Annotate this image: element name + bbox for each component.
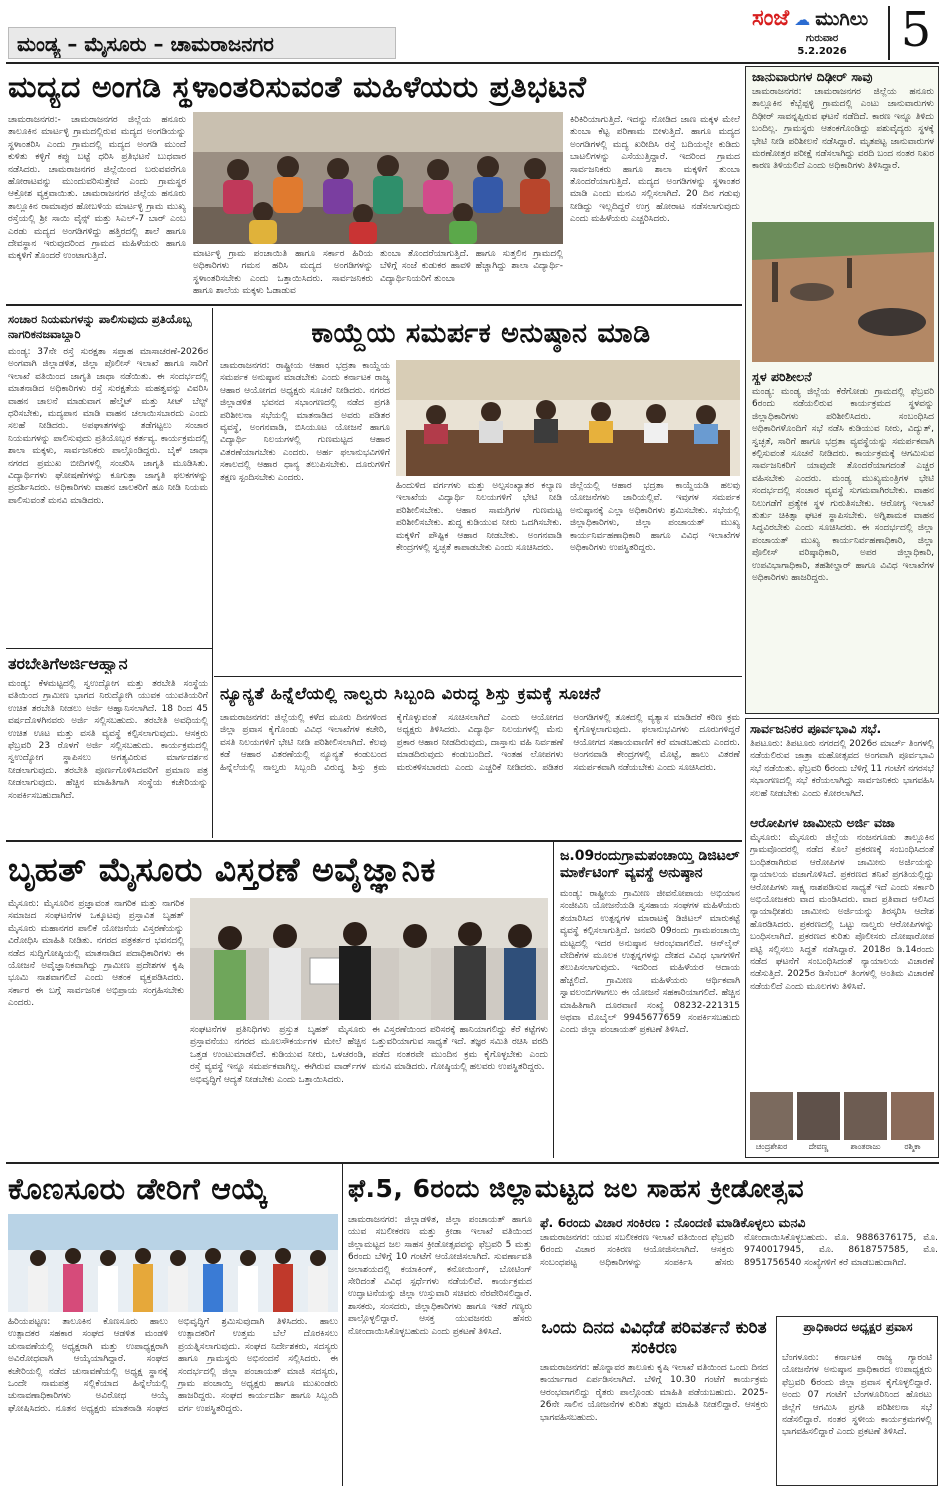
bruhat-headline: ಬೃಹತ್ ಮೈಸೂರು ವಿಸ್ತರಣೆ ಅವೈಜ್ಞಾನಿಕ [8, 850, 436, 889]
bruhat-col-3: ಈ ವಿಸ್ತರಣೆಯಿಂದ ಪರಿಸರಕ್ಕೆ ಹಾನಿಯಾಗಲಿದ್ದು ಕೆರೆ ಕಟ್ಟೆಗಳು ಒತ್ತುವರಿಯಾಗುವ ಸಾಧ್ಯತೆ ಇದೆ. ತಜ್ಞರ ಸಮಿತಿ ರಚಿಸಿ ವರದಿ ಪಡೆದ ನಂತರವೇ ಮುಂದಿನ ಕ್ರಮ ಕೈಗೊಳ್ಳಬೇಕು ಎಂದು ಮನವಿ ಮಾಡಿದರು. ಗೋಷ್ಠಿಯಲ್ಲಿ ಹಲವರು ಉಪಸ್ಥಿತರಿದ್ದರು. [372, 1025, 548, 1073]
training-body: ಮಂಡ್ಯ: ಕೆಳಮಟ್ಟದಲ್ಲಿ ಸ್ವಉದ್ಯೋಗ ಮತ್ತು ತರಬೇತಿ ಸಂಸ್ಥೆಯ ವತಿಯಿಂದ ಗ್ರಾಮೀಣ ಭಾಗದ ನಿರುದ್ಯೋಗಿ ಯುವಕ ಯುವತಿಯರಿಗೆ ಉಚಿತ ತರಬೇತಿ ನೀಡಲು ಅರ್ಜಿ ಆಹ್ವಾನಿಸಲಾಗಿದೆ. 18 ರಿಂದ 45 ವರ್ಷದೊಳಗಿನವರು ಅರ್ಜಿ ಸಲ್ಲಿಸಬಹುದು. ತರಬೇತಿ ಅವಧಿಯಲ್ಲಿ ಉಚಿತ ಊಟ ಮತ್ತು ವಸತಿ ವ್ಯವಸ್ಥೆ ಕಲ್ಪಿಸಲಾಗುವುದು. ಆಸಕ್ತರು ಫೆಬ್ರವರಿ 23 ರೊಳಗೆ ಅರ್ಜಿ ಸಲ್ಲಿಸಬಹುದು. ಕಾರ್ಯಕ್ರಮದಲ್ಲಿ ಸ್ವಉದ್ಯೋಗ ಸ್ಥಾಪಿಸಲು ಅಗತ್ಯವಿರುವ ಮಾರ್ಗದರ್ಶನ ನೀಡಲಾಗುವುದು. ತರಬೇತಿ ಪೂರ್ಣಗೊಳಿಸಿದವರಿಗೆ ಪ್ರಮಾಣ ಪತ್ರ ನೀಡಲಾಗುವುದು. ಹೆಚ್ಚಿನ ಮಾಹಿತಿಗಾಗಿ ಸಂಸ್ಥೆಯ ಕಚೇರಿಯನ್ನು ಸಂಪರ್ಕಿಸಬಹುದಾಗಿದೆ. [8, 679, 208, 801]
digital-title: ಜ.09ರಂದುಗ್ರಾಮಪಂಚಾಯ್ತಿ ಡಿಜಿಟಲ್ ಮಾರ್ಕೆಟಿಂಗ್ ವ್ಯವಸ್ಥೆ ಅನುಷ್ಠಾನ [560, 848, 740, 881]
lead-col-2: ಮಾರ್ಟಳ್ಳಿ ಗ್ರಾಮ ಪಂಚಾಯಿತಿ ಹಾಗೂ ಸರ್ಕಾರ ಹಿರಿಯ ಅಧಿಕಾರಿಗಳು ಗಮನ ಹರಿಸಿ ಮದ್ಯದ ಅಂಗಡಿಗಳನ್ನು ಸ್ಥಳಾಂತರಿಸಬೇಕು ಎಂದು ಒತ್ತಾಯಿಸಿದರು. ಸಾರ್ವಜನಿಕರು ಹಾಗೂ ಶಾಲೆಯ ಮಕ್ಕಳು ಓಡಾಡುವ [193, 249, 373, 297]
bruhat-col-2: ಸಂಘಟನೆಗಳ ಪ್ರತಿನಿಧಿಗಳು ಪ್ರಸ್ತುತ ಬೃಹತ್ ಮೈಸೂರು ಪ್ರಸ್ತಾವನೆಯು ನಗರದ ಮೂಲಸೌಕರ್ಯಗಳ ಮೇಲೆ ಹೆಚ್ಚಿನ ಒತ್ತಡ ಉಂಟುಮಾಡಲಿದೆ. ಕುಡಿಯುವ ನೀರು, ಒಳಚರಂಡಿ, ರಸ್ತೆ ವ್ಯವಸ್ಥೆ ಇನ್ನೂ ಸಮರ್ಪಕವಾಗಿಲ್ಲ. ಈಗಿರುವ ವಾರ್ಡ್‌ಗಳ ಅಭಿವೃದ್ಧಿಗೆ ಆದ್ಯತೆ ನೀಡಬೇಕು ಎಂದು ಒತ್ತಾಯಿಸಿದರು. [190, 1025, 366, 1085]
accused-name: ಶಾಂತರಾಜು [850, 1142, 881, 1151]
nyunate-body: ಚಾಮರಾಜನಗರ: ಜಿಲ್ಲೆಯಲ್ಲಿ ಕಳೆದ ಮೂರು ದಿನಗಳಿಂದ ಜಿಲ್ಲಾ ಪ್ರವಾಸ ಕೈಗೊಂಡು ವಿವಿಧ ಇಲಾಖೆಗಳ ಕಚೇರಿ, ವಸತಿ ನಿಲಯಗಳಿಗೆ ಭೇಟಿ ನೀಡಿ ಪರಿಶೀಲಿಸಲಾಗಿದೆ. ಕೆಲವು ಕಡೆ ಆಹಾರ ವಿತರಣೆಯಲ್ಲಿ ನ್ಯೂನ್ಯತೆ ಕಂಡುಬಂದ ಹಿನ್ನೆಲೆಯಲ್ಲಿ ನಾಲ್ವರು ಸಿಬ್ಬಂದಿ ವಿರುದ್ಧ ಶಿಸ್ತು ಕ್ರಮ ಕೈಗೊಳ್ಳುವಂತೆ ಸೂಚಿಸಲಾಗಿದೆ ಎಂದು ಆಯೋಗದ ಅಧ್ಯಕ್ಷರು ತಿಳಿಸಿದರು. ವಿದ್ಯಾರ್ಥಿ ನಿಲಯಗಳಲ್ಲಿ ಮೆನು ಪ್ರಕಾರ ಆಹಾರ ನೀಡದಿರುವುದು, ದಾಸ್ತಾನು ವಹಿ ನಿರ್ವಹಣೆ ಮಾಡದಿರುವುದು ಕಂಡುಬಂದಿದೆ. ಇಂತಹ ಲೋಪಗಳು ಮರುಕಳಿಸಬಾರದು ಎಂದು ಎಚ್ಚರಿಕೆ ನೀಡಿದರು. ಪಡಿತರ ಅಂಗಡಿಗಳಲ್ಲಿ ತೂಕದಲ್ಲಿ ವ್ಯತ್ಯಾಸ ಮಾಡಿದರೆ ಕಠಿಣ ಕ್ರಮ ಕೈಗೊಳ್ಳಲಾಗುವುದು. ಫಲಾನುಭವಿಗಳು ದೂರುಗಳಿದ್ದರೆ ಆಯೋಗದ ಸಹಾಯವಾಣಿಗೆ ಕರೆ ಮಾಡಬಹುದು ಎಂದರು. ಅಂಗನವಾಡಿ ಕೇಂದ್ರಗಳಲ್ಲಿ ಮೊಟ್ಟೆ, ಹಾಲು ವಿತರಣೆ ಸಮರ್ಪಕವಾಗಿ ನಡೆಯಬೇಕು ಎಂದು ಸೂಚಿಸಿದರು. [220, 713, 740, 773]
lead-photo [193, 112, 563, 244]
accused-photo [750, 1092, 793, 1140]
animals-title: ಜಾನುವಾರುಗಳ ದಿಢೀರ್ ಸಾವು [752, 69, 873, 84]
accused-name: ದೇವಣ್ಣ [808, 1142, 829, 1151]
bruhat-photo [190, 898, 548, 1020]
training-title: ತರಬೇತಿಗೆಅರ್ಜಿಆಹ್ವಾನ [8, 654, 128, 673]
konasuru-photo [8, 1214, 338, 1312]
konasuru-headline: ಕೊಣಸೂರು ಡೇರಿಗೆ ಆಯ್ಕೆ [8, 1172, 269, 1207]
animals-body-2: ಮಂಡ್ಯ: ಮಂಡ್ಯ ಜಿಲ್ಲೆಯ ಕೆರೆಗೋಡು ಗ್ರಾಮದಲ್ಲಿ ಫೆಬ್ರವರಿ 6ರಂದು ನಡೆಯಲಿರುವ ಕಾರ್ಯಕ್ರಮದ ಸ್ಥಳವನ್ನು ಜಿಲ್ಲಾಧಿಕಾರಿಗಳು ಪರಿಶೀಲಿಸಿದರು. ಸಂಬಂಧಿಸಿದ ಅಧಿಕಾರಿಗಳೊಂದಿಗೆ ಸಭೆ ನಡೆಸಿ ಕುಡಿಯುವ ನೀರು, ವಿದ್ಯುತ್, ಸ್ವಚ್ಛತೆ, ಸಾರಿಗೆ ಹಾಗೂ ಭದ್ರತಾ ವ್ಯವಸ್ಥೆಯನ್ನು ಸಮರ್ಪಕವಾಗಿ ಕಲ್ಪಿಸುವಂತೆ ಸೂಚನೆ ನೀಡಿದರು. ಕಾರ್ಯಕ್ರಮಕ್ಕೆ ಆಗಮಿಸುವ ಸಾರ್ವಜನಿಕರಿಗೆ ಯಾವುದೇ ತೊಂದರೆಯಾಗದಂತೆ ಎಚ್ಚರ ವಹಿಸಬೇಕು ಎಂದರು. ಮಂಡ್ಯ ಮುಖ್ಯಮಂತ್ರಿಗಳ ಭೇಟಿ ಸಂದರ್ಭದಲ್ಲಿ ಸಂಚಾರ ವ್ಯವಸ್ಥೆ ಸುಗಮವಾಗಿರಬೇಕು. ವಾಹನ ನಿಲುಗಡೆಗೆ ಪ್ರತ್ಯೇಕ ಸ್ಥಳ ಗುರುತಿಸಬೇಕು. ಆರೋಗ್ಯ ಇಲಾಖೆ ತುರ್ತು ಚಿಕಿತ್ಸಾ ಘಟಕ ಸ್ಥಾಪಿಸಬೇಕು. ಅಗ್ನಿಶಾಮಕ ವಾಹನ ಸಿದ್ಧವಿರಬೇಕು ಎಂದು ಸೂಚಿಸಿದರು. ಈ ಸಂದರ್ಭದಲ್ಲಿ ಜಿಲ್ಲಾ ಪಂಚಾಯತ್ ಮುಖ್ಯ ಕಾರ್ಯನಿರ್ವಹಣಾಧಿಕಾರಿ, ಜಿಲ್ಲಾ ಪೊಲೀಸ್ ವರಿಷ್ಠಾಧಿಕಾರಿ, ಅಪರ ಜಿಲ್ಲಾಧಿಕಾರಿ, ಉಪವಿಭಾಗಾಧಿಕಾರಿ, ತಹಶೀಲ್ದಾರ್ ಹಾಗೂ ವಿವಿಧ ಇಲಾಖೆಗಳ ಅಧಿಕಾರಿಗಳು ಹಾಜರಿದ್ದರು. [752, 387, 934, 584]
sabhe-title: ಸಾರ್ವಜನಿಕರ ಪೂರ್ವಭಾವಿ ಸಭೆ. [750, 721, 882, 736]
karyagara-col-2: ಹಿಂದುಳಿದ ವರ್ಗಗಳು ಮತ್ತು ಅಲ್ಪಸಂಖ್ಯಾತರ ಕಲ್ಯಾಣ ಇಲಾಖೆಯ ವಿದ್ಯಾರ್ಥಿ ನಿಲಯಗಳಿಗೆ ಭೇಟಿ ನೀಡಿ ಪರಿಶೀಲಿಸಬೇಕು. ಆಹಾರ ಸಾಮಗ್ರಿಗಳ ಗುಣಮಟ್ಟ ಪರಿಶೀಲಿಸಬೇಕು. ಶುದ್ಧ ಕುಡಿಯುವ ನೀರು ಒದಗಿಸಬೇಕು. ಮಕ್ಕಳಿಗೆ ಪೌಷ್ಟಿಕ ಆಹಾರ ನೀಡಬೇಕು. ಅಂಗನವಾಡಿ ಕೇಂದ್ರಗಳಲ್ಲಿ ಸ್ವಚ್ಛತೆ ಕಾಪಾಡಬೇಕು ಎಂದು ಸೂಚಿಸಿದರು. [396, 481, 562, 554]
konasuru-body: ಹಿರಿಯಪಟ್ಟಣ: ತಾಲೂಕಿನ ಕೊಣಸೂರು ಹಾಲು ಉತ್ಪಾದಕರ ಸಹಕಾರ ಸಂಘದ ಆಡಳಿತ ಮಂಡಳಿ ಚುನಾವಣೆಯಲ್ಲಿ ಅಧ್ಯಕ್ಷರಾಗಿ ಮತ್ತು ಉಪಾಧ್ಯಕ್ಷರಾಗಿ ಅವಿರೋಧವಾಗಿ ಆಯ್ಕೆಯಾಗಿದ್ದಾರೆ. ಸಂಘದ ಕಚೇರಿಯಲ್ಲಿ ನಡೆದ ಚುನಾವಣೆಯಲ್ಲಿ ಅಧ್ಯಕ್ಷ ಸ್ಥಾನಕ್ಕೆ ಒಂದೇ ನಾಮಪತ್ರ ಸಲ್ಲಿಕೆಯಾದ ಹಿನ್ನೆಲೆಯಲ್ಲಿ ಚುನಾವಣಾಧಿಕಾರಿಗಳು ಅವಿರೋಧ ಆಯ್ಕೆ ಘೋಷಿಸಿದರು. ನೂತನ ಅಧ್ಯಕ್ಷರು ಮಾತನಾಡಿ ಸಂಘದ ಅಭಿವೃದ್ಧಿಗೆ ಶ್ರಮಿಸುವುದಾಗಿ ತಿಳಿಸಿದರು. ಹಾಲು ಉತ್ಪಾದಕರಿಗೆ ಉತ್ತಮ ಬೆಲೆ ದೊರಕಿಸಲು ಪ್ರಯತ್ನಿಸಲಾಗುವುದು. ಸಂಘದ ನಿರ್ದೇಶಕರು, ಸದಸ್ಯರು ಹಾಗೂ ಗ್ರಾಮಸ್ಥರು ಅಭಿನಂದನೆ ಸಲ್ಲಿಸಿದರು. ಈ ಸಂದರ್ಭದಲ್ಲಿ ಜಿಲ್ಲಾ ಪಂಚಾಯತ್ ಮಾಜಿ ಸದಸ್ಯರು, ಗ್ರಾಮ ಪಂಚಾಯ್ತಿ ಅಧ್ಯಕ್ಷರು ಹಾಗೂ ಮುಖಂಡರು ಹಾಜರಿದ್ದರು. ಸಂಘದ ಕಾರ್ಯದರ್ಶಿ ಹಾಗೂ ಸಿಬ್ಬಂದಿ ವರ್ಗ ಉಪಸ್ಥಿತರಿದ್ದರು. [8, 1317, 338, 1414]
sankirana-title: ಒಂದು ದಿನದ ವಿವಿಧೆಡೆ ಪರಿವರ್ತನೆ ಕುರಿತ ಸಂಕಿರಣ [541, 1318, 767, 1358]
issue-day: ಗುರುವಾರ [805, 33, 839, 44]
section-banner [8, 27, 396, 59]
accused-photo [844, 1092, 887, 1140]
lead-col-3: ತುಂಬಾ ತೊಂದರೆಯಾಗುತ್ತಿದೆ. ಹಾಗೂ ಸುತ್ತಲಿನ ಗ್ರಾಮದಲ್ಲಿ ಬೆಳಿಗ್ಗೆ ಸಂಜೆ ಕುಡುಕರ ಹಾವಳಿ ಹೆಚ್ಚಾಗಿದ್ದು ಶಾಲಾ ವಿದ್ಯಾರ್ಥಿ-ವಿದ್ಯಾರ್ಥಿನಿಯರಿಗೆ ತುಂಬಾ [380, 249, 563, 284]
lead-headline: ಮದ್ಯದ ಅಂಗಡಿ ಸ್ಥಳಾಂತರಿಸುವಂತೆ ಮಹಿಳೆಯರು ಪ್ರತಿಭಟನೆ [8, 70, 587, 105]
jalasahasa-subhead: ಫೆ. 6ರಂದು ವಿಚಾರ ಸಂಕಿರಣ : ನೊಂದಣಿ ಮಾಡಿಕೊಳ್ಳಲು ಮನವಿ [540, 1215, 806, 1230]
lead-col-1: ಚಾಮರಾಜನಗರ:- ಚಾಮರಾಜನಗರ ಜಿಲ್ಲೆಯ ಹನೂರು ತಾಲೂಕಿನ ಮಾರ್ಟಳ್ಳಿ ಗ್ರಾಮದಲ್ಲಿರುವ ಮದ್ಯದ ಅಂಗಡಿಯನ್ನು ಸ್ಥಳಾಂತರಿಸಿ ಎಂದು ಗ್ರಾಮದಲ್ಲಿ ಮದ್ಯದ ಅಂಗಡಿ ಮುಂದೆ ಕುಳಿತು ಕಳ್ಳಿಗೆ ಕಪ್ಪು ಬಟ್ಟೆ ಧರಿಸಿ ಪ್ರತಿಭಟನೆ ಬುಧವಾರ ನಡೆಸಿದರು. ಚಾಮರಾಜನಗರ ಜಿಲ್ಲೆಯಿಂದ ಬರುವವರೆಗೂ ಹೋರಾಟವನ್ನು ಮುಂದುವರಿಸುತ್ತೇವೆ ಎಂದು ಗ್ರಾಮಸ್ಥರ ಆಕ್ರೋಶ ವ್ಯಕ್ತವಾಯಿತು. ಚಾಮರಾಜನಗರ ಜಿಲ್ಲೆಯ ಹನೂರು ತಾಲ್ಲೂಕಿನ ರಾಮಾಪುರ ಹೋಬಳಿಯ ಮಾರ್ಟಳ್ಳಿ ಗ್ರಾಮ ಮುಖ್ಯ ರಸ್ತೆಯಲ್ಲಿ ಶ್ರೀ ಸಾಯಿ ವೈನ್ಸ್ ಮತ್ತು ಸಿಎಲ್-7 ಬಾರ್ ಎಂಬ ಎರಡು ಮದ್ಯದ ಅಂಗಡಿಗಳಿದ್ದು ಹತ್ತಿರದಲ್ಲಿ ಶಾಲೆ ಹಾಗೂ ದೇವಸ್ಥಾನ ಇರುವುದರಿಂದ ಗ್ರಾಮದ ಮಹಿಳೆಯರು ಹಾಗೂ ಮಕ್ಕಳಿಗೆ ತೊಂದರೆ ಉಂಟಾಗುತ್ತಿದೆ. [8, 115, 186, 262]
accused-photo [891, 1092, 934, 1140]
animals-subhead: ಸ್ಥಳ ಪರಿಶೀಲನೆ [752, 369, 812, 384]
issue-date: 5.2.2026 [797, 46, 847, 57]
traffic-body: ಮಂಡ್ಯ: 37ನೇ ರಸ್ತೆ ಸುರಕ್ಷತಾ ಸಪ್ತಾಹ ಮಾಸಾಚರಣೆ-2026ರ ಅಂಗವಾಗಿ ಜಿಲ್ಲಾಡಳಿತ, ಜಿಲ್ಲಾ ಪೊಲೀಸ್ ಇಲಾಖೆ ಹಾಗೂ ಸಾರಿಗೆ ಇಲಾಖೆ ವತಿಯಿಂದ ಜಾಗೃತಿ ಜಾಥಾ ನಡೆಯಿತು. ಈ ಸಂದರ್ಭದಲ್ಲಿ ಮಾತನಾಡಿದ ಅಧಿಕಾರಿಗಳು ರಸ್ತೆ ಸುರಕ್ಷತೆಯ ಮಹತ್ವವನ್ನು ವಿವರಿಸಿ ವಾಹನ ಚಾಲನೆ ಮಾಡುವಾಗ ಹೆಲ್ಮೆಟ್ ಮತ್ತು ಸೀಟ್ ಬೆಲ್ಟ್ ಧರಿಸಬೇಕು, ಮದ್ಯಪಾನ ಮಾಡಿ ವಾಹನ ಚಲಾಯಿಸಬಾರದು ಎಂದು ಸಲಹೆ ನೀಡಿದರು. ಅಪಘಾತಗಳನ್ನು ತಡೆಗಟ್ಟಲು ಸಂಚಾರ ನಿಯಮಗಳನ್ನು ಪಾಲಿಸುವುದು ಪ್ರತಿಯೊಬ್ಬರ ಕರ್ತವ್ಯ. ಕಾರ್ಯಕ್ರಮದಲ್ಲಿ ಶಾಲಾ ಮಕ್ಕಳು, ಸಾರ್ವಜನಿಕರು ಪಾಲ್ಗೊಂಡಿದ್ದರು. ಬೈಕ್ ಜಾಥಾ ನಗರದ ಪ್ರಮುಖ ಬೀದಿಗಳಲ್ಲಿ ಸಂಚರಿಸಿ ಜಾಗೃತಿ ಮೂಡಿಸಿತು. ವಿದ್ಯಾರ್ಥಿಗಳು ಘೋಷಣೆಗಳನ್ನು ಕೂಗುತ್ತಾ ಜಾಗೃತಿ ಫಲಕಗಳನ್ನು ಪ್ರದರ್ಶಿಸಿದರು. ಅಧಿಕಾರಿಗಳು ವಾಹನ ಚಾಲಕರಿಗೆ ಹೂ ನೀಡಿ ನಿಯಮ ಪಾಲಿಸುವಂತೆ ಮನವಿ ಮಾಡಿದರು. [8, 347, 208, 506]
pradhikara-body: ಬೆಂಗಳೂರು: ಕರ್ನಾಟಕ ರಾಜ್ಯ ಗ್ಯಾರಂಟಿ ಯೋಜನೆಗಳ ಅನುಷ್ಠಾನ ಪ್ರಾಧಿಕಾರದ ಉಪಾಧ್ಯಕ್ಷರು ಫೆಬ್ರವರಿ 6ರಂದು ಜಿಲ್ಲಾ ಪ್ರವಾಸ ಕೈಗೊಳ್ಳಲಿದ್ದಾರೆ. ಅಂದು 07 ಗಂಟೆಗೆ ಬೆಂಗಳೂರಿನಿಂದ ಹೊರಟು ಜಿಲ್ಲೆಗೆ ಆಗಮಿಸಿ ಪ್ರಗತಿ ಪರಿಶೀಲನಾ ಸಭೆ ನಡೆಸಲಿದ್ದಾರೆ. ನಂತರ ಸ್ಥಳೀಯ ಕಾರ್ಯಕ್ರಮಗಳಲ್ಲಿ ಭಾಗವಹಿಸಲಿದ್ದಾರೆ ಎಂದು ಪ್ರಕಟಣೆ ತಿಳಿಸಿದೆ. [782, 1353, 932, 1438]
karyagara-headline: ಕಾಯ್ದೆಯ ಸಮರ್ಪಕ ಅನುಷ್ಠಾನ ಮಾಡಿ [311, 318, 651, 349]
nyunate-headline: ನ್ಯೂನ್ಯತೆ ಹಿನ್ನೆಲೆಯಲ್ಲಿ ನಾಲ್ವರು ಸಿಬ್ಬಂದಿ ವಿರುದ್ಧ ಶಿಸ್ತು ಕ್ರಮಕ್ಕೆ ಸೂಚನೆ [220, 684, 601, 703]
animals-photo [752, 222, 934, 362]
accused-photo [797, 1092, 840, 1140]
pradhikara-title: ಪ್ರಾಧಿಕಾರದ ಅಧ್ಯಕ್ಷರ ಪ್ರವಾಸ [803, 1320, 913, 1334]
animals-body: ಚಾಮರಾಜನಗರ: ಚಾಮರಾಜನಗರ ಜಿಲ್ಲೆಯ ಹನೂರು ತಾಲ್ಲೂಕಿನ ಕೆಬ್ಬೆಪ್ಪಳ್ಳಿ ಗ್ರಾಮದಲ್ಲಿ ಎಂಟು ಜಾನುವಾರುಗಳು ದಿಢೀರ್ ಸಾವನ್ನಪ್ಪಿರುವ ಘಟನೆ ನಡೆದಿದೆ. ಕಾರಣ ಇನ್ನೂ ತಿಳಿದು ಬಂದಿಲ್ಲ. ಗ್ರಾಮಸ್ಥರು ಆತಂಕಗೊಂಡಿದ್ದು ಪಶುವೈದ್ಯರು ಸ್ಥಳಕ್ಕೆ ಭೇಟಿ ನೀಡಿ ಪರಿಶೀಲನೆ ನಡೆಸಿದ್ದಾರೆ. ಮೃತಪಟ್ಟ ಜಾನುವಾರುಗಳ ಮರಣೋತ್ತರ ಪರೀಕ್ಷೆ ನಡೆಸಲಾಗಿದ್ದು ವರದಿ ಬಂದ ನಂತರ ನಿಖರ ಕಾರಣ ತಿಳಿಯಲಿದೆ ಎಂದು ಅಧಿಕಾರಿಗಳು ತಿಳಿಸಿದ್ದಾರೆ. [752, 87, 934, 172]
sabhe-body: ತಿಪಟೂರು: ತಿಪಟೂರು ನಗರದಲ್ಲಿ 2026ರ ಮಾರ್ಚ್ ತಿಂಗಳಲ್ಲಿ ನಡೆಯಲಿರುವ ಜಾತ್ರಾ ಮಹೋತ್ಸವದ ಅಂಗವಾಗಿ ಪೂರ್ವಭಾವಿ ಸಭೆ ನಡೆಯಿತು. ಫೆಬ್ರವರಿ 6ರಂದು ಬೆಳಿಗ್ಗೆ 11 ಗಂಟೆಗೆ ನಗರಸಭೆ ಸಭಾಂಗಣದಲ್ಲಿ ಸಭೆ ಕರೆಯಲಾಗಿದ್ದು ಸಾರ್ವಜನಿಕರು ಭಾಗವಹಿಸಿ ಸಲಹೆ ನೀಡಬೇಕು ಎಂದು ಕೋರಲಾಗಿದೆ. [750, 739, 934, 799]
cloud-icon: ☁ [794, 10, 811, 29]
bruhat-col-1: ಮೈಸೂರು: ಮೈಸೂರಿನ ಪ್ರಜ್ಞಾವಂತ ನಾಗರಿಕ ಮತ್ತು ನಾಗರಿಕ ಸಮಾಜದ ಸಂಘಟನೆಗಳ ಒಕ್ಕೂಟವು ಪ್ರಸ್ತಾವಿತ ಬೃಹತ್ ಮೈಸೂರು ಮಹಾನಗರ ಪಾಲಿಕೆ ಯೋಜನೆಯ ವಿಸ್ತರಣೆಯನ್ನು ವಿರೋಧಿಸಿ ಮಾಹಿತಿ ನೀಡಿತು. ನಗರದ ಪತ್ರಕರ್ತರ ಭವನದಲ್ಲಿ ನಡೆದ ಸುದ್ದಿಗೋಷ್ಠಿಯಲ್ಲಿ ಮಾತನಾಡಿದ ಪದಾಧಿಕಾರಿಗಳು ಈ ಯೋಜನೆ ಅವೈಜ್ಞಾನಿಕವಾಗಿದ್ದು ಗ್ರಾಮೀಣ ಪ್ರದೇಶಗಳ ಕೃಷಿ ಭೂಮಿ ನಾಶವಾಗಲಿದೆ ಎಂದು ಆತಂಕ ವ್ಯಕ್ತಪಡಿಸಿದರು. ಸರ್ಕಾರ ಈ ಬಗ್ಗೆ ಸಾರ್ವಜನಿಕ ಅಭಿಪ್ರಾಯ ಸಂಗ್ರಹಿಸಬೇಕು ಎಂದರು. [8, 899, 184, 1009]
traffic-title: ಸಂಚಾರ ನಿಯಮಗಳನ್ನು ಪಾಲಿಸುವುದು ಪ್ರತಿಯೊಬ್ಬ ನಾಗರಿಕನಜವಾಬ್ದಾರಿ [8, 312, 192, 341]
brand-name-a: ಸಂಜೆ [752, 6, 790, 31]
meeting-photo [396, 360, 740, 476]
accused-name: ಚಂದ್ರಶೇಖರ [755, 1142, 788, 1151]
jalasahasa-sub-body: ಚಾಮರಾಜನಗರ: ಯುವ ಸಬಲೀಕರಣ ಇಲಾಖೆ ವತಿಯಿಂದ ಫೆಬ್ರವರಿ 6ರಂದು ವಿಚಾರ ಸಂಕಿರಣ ಆಯೋಜಿಸಲಾಗಿದೆ. ಆಸಕ್ತರು ಸಂಬಂಧಪಟ್ಟ ಅಧಿಕಾರಿಗಳನ್ನು ಸಂಪರ್ಕಿಸಿ ಹೆಸರು ನೋಂದಾಯಿಸಿಕೊಳ್ಳಬಹುದು. ಮೊ. 9886376175, ಮೊ. 9740017945, ಮೊ. 8618757585, ಮೊ. 8951756540 ಸಂಖ್ಯೆಗಳಿಗೆ ಕರೆ ಮಾಡಬಹುದಾಗಿದೆ. [540, 1233, 938, 1268]
section-title: ಮಂಡ್ಯ – ಮೈಸೂರು – ಚಾಮರಾಜನಗರ [17, 32, 274, 56]
digital-body: ಮಂಡ್ಯ: ರಾಷ್ಟ್ರೀಯ ಗ್ರಾಮೀಣ ಜೀವನೋಪಾಯ ಅಭಿಯಾನ ಸಂಜೀವಿನಿ ಯೋಜನೆಯಡಿ ಸ್ವಸಹಾಯ ಸಂಘಗಳ ಮಹಿಳೆಯರು ತಯಾರಿಸಿದ ಉತ್ಪನ್ನಗಳ ಮಾರಾಟಕ್ಕೆ ಡಿಜಿಟಲ್ ಮಾರುಕಟ್ಟೆ ವ್ಯವಸ್ಥೆ ಕಲ್ಪಿಸಲಾಗುತ್ತಿದೆ. ಜನವರಿ 09ರಂದು ಗ್ರಾಮಪಂಚಾಯ್ತಿ ಮಟ್ಟದಲ್ಲಿ ಇದರ ಅನುಷ್ಠಾನ ಆರಂಭವಾಗಲಿದೆ. ಆನ್‌ಲೈನ್ ವೇದಿಕೆಗಳ ಮೂಲಕ ಉತ್ಪನ್ನಗಳನ್ನು ದೇಶದ ವಿವಿಧ ಭಾಗಗಳಿಗೆ ತಲುಪಿಸಲಾಗುವುದು. ಇದರಿಂದ ಮಹಿಳೆಯರ ಆದಾಯ ಹೆಚ್ಚಲಿದೆ. ಗ್ರಾಮೀಣ ಮಹಿಳೆಯರು ಆರ್ಥಿಕವಾಗಿ ಸ್ವಾವಲಂಬಿಗಳಾಗಲು ಈ ಯೋಜನೆ ಸಹಕಾರಿಯಾಗಲಿದೆ. ಹೆಚ್ಚಿನ ಮಾಹಿತಿಗಾಗಿ ದೂರವಾಣಿ ಸಂಖ್ಯೆ 08232-221315 ಅಥವಾ ಮೊಬೈಲ್ 9945677659 ಸಂಪರ್ಕಿಸಬಹುದು ಎಂದು ಜಿಲ್ಲಾ ಪಂಚಾಯತ್ ಪ್ರಕಟಣೆ ತಿಳಿಸಿದೆ. [560, 889, 740, 1036]
jameenu-body: ಮೈಸೂರು: ಮೈಸೂರು ಜಿಲ್ಲೆಯ ನಂಜನಗೂಡು ತಾಲ್ಲೂಕಿನ ಗ್ರಾಮವೊಂದರಲ್ಲಿ ನಡೆದ ಕೊಲೆ ಪ್ರಕರಣಕ್ಕೆ ಸಂಬಂಧಿಸಿದಂತೆ ಬಂಧಿತರಾಗಿರುವ ಆರೋಪಿಗಳ ಜಾಮೀನು ಅರ್ಜಿಯನ್ನು ನ್ಯಾಯಾಲಯ ವಜಾಗೊಳಿಸಿದೆ. ಪ್ರಕರಣದ ತನಿಖೆ ಪ್ರಗತಿಯಲ್ಲಿದ್ದು ಆರೋಪಿಗಳು ಸಾಕ್ಷ್ಯ ನಾಶಪಡಿಸುವ ಸಾಧ್ಯತೆ ಇದೆ ಎಂದು ಸರ್ಕಾರಿ ಅಭಿಯೋಜಕರು ವಾದ ಮಂಡಿಸಿದರು. ವಾದ ಪ್ರತಿವಾದ ಆಲಿಸಿದ ನ್ಯಾಯಾಧೀಶರು ಜಾಮೀನು ಅರ್ಜಿಯನ್ನು ತಿರಸ್ಕರಿಸಿ ಆದೇಶ ಹೊರಡಿಸಿದರು. ಪ್ರಕರಣದಲ್ಲಿ ಒಟ್ಟು ನಾಲ್ವರು ಆರೋಪಿಗಳನ್ನು ಬಂಧಿಸಲಾಗಿದೆ. ಪ್ರಕರಣದ ಕುರಿತು ಪೊಲೀಸರು ದೋಷಾರೋಪ ಪಟ್ಟಿ ಸಲ್ಲಿಸಲು ಸಿದ್ಧತೆ ನಡೆಸಿದ್ದಾರೆ. 2018ರ ಡಿ.14ರಂದು ನಡೆದ ಘಟನೆಗೆ ಸಂಬಂಧಿಸಿದಂತೆ ನ್ಯಾಯಾಲಯ ವಿಚಾರಣೆ ನಡೆಸುತ್ತಿದೆ. 2025ರ ಡಿಸೆಂಬರ್ ತಿಂಗಳಲ್ಲಿ ಅಂತಿಮ ವಿಚಾರಣೆ ನಡೆಯಲಿದೆ ಎಂದು ಮೂಲಗಳು ತಿಳಿಸಿವೆ. [750, 833, 934, 992]
brand-name-b: ಮುಗಿಲು [815, 8, 869, 30]
karyagara-col-1: ಚಾಮರಾಜನಗರ: ರಾಷ್ಟ್ರೀಯ ಆಹಾರ ಭದ್ರತಾ ಕಾಯ್ದೆಯ ಸಮರ್ಪಕ ಅನುಷ್ಠಾನ ಮಾಡಬೇಕು ಎಂದು ಕರ್ನಾಟಕ ರಾಜ್ಯ ಆಹಾರ ಆಯೋಗದ ಅಧ್ಯಕ್ಷರು ಸೂಚನೆ ನೀಡಿದರು. ನಗರದ ಜಿಲ್ಲಾಡಳಿತ ಭವನದ ಸಭಾಂಗಣದಲ್ಲಿ ನಡೆದ ಪ್ರಗತಿ ಪರಿಶೀಲನಾ ಸಭೆಯಲ್ಲಿ ಮಾತನಾಡಿದ ಅವರು ಪಡಿತರ ವ್ಯವಸ್ಥೆ, ಅಂಗನವಾಡಿ, ಬಿಸಿಯೂಟ ಯೋಜನೆ ಹಾಗೂ ವಿದ್ಯಾರ್ಥಿ ನಿಲಯಗಳಲ್ಲಿ ಗುಣಮಟ್ಟದ ಆಹಾರ ವಿತರಣೆಯಾಗಬೇಕು ಎಂದರು. ಅರ್ಹ ಫಲಾನುಭವಿಗಳಿಗೆ ಸಕಾಲದಲ್ಲಿ ಆಹಾರ ಧಾನ್ಯ ತಲುಪಿಸಬೇಕು. ದೂರುಗಳಿಗೆ ತಕ್ಷಣ ಸ್ಪಂದಿಸಬೇಕು ಎಂದರು. [220, 361, 390, 483]
jalasahasa-body: ಚಾಮರಾಜನಗರ: ಜಿಲ್ಲಾಡಳಿತ, ಜಿಲ್ಲಾ ಪಂಚಾಯತ್ ಹಾಗೂ ಯುವ ಸಬಲೀಕರಣ ಮತ್ತು ಕ್ರೀಡಾ ಇಲಾಖೆ ವತಿಯಿಂದ ಜಿಲ್ಲಾಮಟ್ಟದ ಜಲ ಸಾಹಸ ಕ್ರೀಡೋತ್ಸವವನ್ನು ಫೆಬ್ರವರಿ 5 ಮತ್ತು 6ರಂದು ಬೆಳಿಗ್ಗೆ 10 ಗಂಟೆಗೆ ಆಯೋಜಿಸಲಾಗಿದೆ. ಸುವರ್ಣಾವತಿ ಜಲಾಶಯದಲ್ಲಿ ಕಯಾಕಿಂಗ್, ಕನೋಯಿಂಗ್, ಬೋಟಿಂಗ್ ಸೇರಿದಂತೆ ವಿವಿಧ ಸ್ಪರ್ಧೆಗಳು ನಡೆಯಲಿವೆ. ಕಾರ್ಯಕ್ರಮದ ಉದ್ಘಾಟನೆಯನ್ನು ಜಿಲ್ಲಾ ಉಸ್ತುವಾರಿ ಸಚಿವರು ನೆರವೇರಿಸಲಿದ್ದಾರೆ. ಶಾಸಕರು, ಸಂಸದರು, ಜಿಲ್ಲಾಧಿಕಾರಿಗಳು ಹಾಗೂ ಇತರೆ ಗಣ್ಯರು ಪಾಲ್ಗೊಳ್ಳಲಿದ್ದಾರೆ. ಆಸಕ್ತ ಯುವಜನರು ಹೆಸರು ನೋಂದಾಯಿಸಿಕೊಳ್ಳಬಹುದು ಎಂದು ಪ್ರಕಟಣೆ ತಿಳಿಸಿದೆ. [348, 1215, 532, 1337]
accused-name: ರಶ್ಮಿಕಾ [904, 1142, 921, 1151]
karyagara-col-3: ಜಿಲ್ಲೆಯಲ್ಲಿ ಆಹಾರ ಭದ್ರತಾ ಕಾಯ್ದೆಯಡಿ ಹಲವು ಯೋಜನೆಗಳು ಜಾರಿಯಲ್ಲಿವೆ. ಇವುಗಳ ಸಮರ್ಪಕ ಅನುಷ್ಠಾನಕ್ಕೆ ಎಲ್ಲಾ ಅಧಿಕಾರಿಗಳು ಶ್ರಮಿಸಬೇಕು. ಸಭೆಯಲ್ಲಿ ಜಿಲ್ಲಾಧಿಕಾರಿಗಳು, ಜಿಲ್ಲಾ ಪಂಚಾಯತ್ ಮುಖ್ಯ ಕಾರ್ಯನಿರ್ವಹಣಾಧಿಕಾರಿ ಹಾಗೂ ವಿವಿಧ ಇಲಾಖೆಗಳ ಅಧಿಕಾರಿಗಳು ಉಪಸ್ಥಿತರಿದ್ದರು. [570, 481, 740, 554]
jalasahasa-headline: ಫೆ.5, 6ರಂದು ಜಿಲ್ಲಾಮಟ್ಟದ ಜಲ ಸಾಹಸ ಕ್ರೀಡೋತ್ಸವ [348, 1174, 805, 1203]
sankirana-body: ಚಾಮರಾಜನಗರ: ಹೊನ್ನಾವರ ತಾಲೂಕು ಕೃಷಿ ಇಲಾಖೆ ವತಿಯಿಂದ ಒಂದು ದಿನದ ಕಾರ್ಯಾಗಾರ ಏರ್ಪಡಿಸಲಾಗಿದೆ. ಬೆಳಿಗ್ಗೆ 10.30 ಗಂಟೆಗೆ ಕಾರ್ಯಕ್ರಮ ಆರಂಭವಾಗಲಿದ್ದು ರೈತರು ಪಾಲ್ಗೊಂಡು ಮಾಹಿತಿ ಪಡೆಯಬಹುದು. 2025-26ನೇ ಸಾಲಿನ ಯೋಜನೆಗಳ ಕುರಿತು ತಜ್ಞರು ಮಾಹಿತಿ ನೀಡಲಿದ್ದಾರೆ. ಆಸಕ್ತರು ಭಾಗವಹಿಸಬಹುದು. [540, 1363, 768, 1423]
page-number: 5 [900, 2, 932, 58]
jameenu-title: ಆರೋಪಿಗಳ ಜಾಮೀನು ಅರ್ಜಿ ವಜಾ [750, 815, 895, 830]
accused-photos [750, 1092, 934, 1154]
lead-col-4: ಕಿರಿಕಿರಿಯಾಗುತ್ತಿದೆ. ಇದನ್ನು ನೋಡಿದ ಜಾಣ ಮಕ್ಕಳ ಮೇಲೆ ತುಂಬಾ ಕೆಟ್ಟ ಪರಿಣಾಮ ಬೀಳುತ್ತಿದೆ. ಹಾಗೂ ಮದ್ಯದ ಅಂಗಡಿಗಳಲ್ಲಿ ಮದ್ಯ ಖರೀದಿಸಿ ರಸ್ತೆ ಬದಿಯಲ್ಲೇ ಕುಡಿದು ಬಾಟಲಿಗಳನ್ನು ಎಸೆಯುತ್ತಿದ್ದಾರೆ. ಇದರಿಂದ ಗ್ರಾಮದ ಸಾರ್ವಜನಿಕರು ಹಾಗೂ ಶಾಲಾ ಮಕ್ಕಳಿಗೆ ತುಂಬಾ ತೊಂದರೆಯಾಗುತ್ತಿದೆ. ಮದ್ಯದ ಅಂಗಡಿಗಳನ್ನು ಸ್ಥಳಾಂತರ ಮಾಡಿ ಎಂದು ಮನವಿ ಸಲ್ಲಿಸಲಾಗಿದೆ. 20 ದಿನ ಗಡುವು ನೀಡಿದ್ದು ಇಲ್ಲದಿದ್ದರೆ ಉಗ್ರ ಹೋರಾಟ ನಡೆಸಲಾಗುವುದು ಎಂದು ಮಹಿಳೆಯರು ಎಚ್ಚರಿಸಿದರು. [570, 115, 740, 225]
